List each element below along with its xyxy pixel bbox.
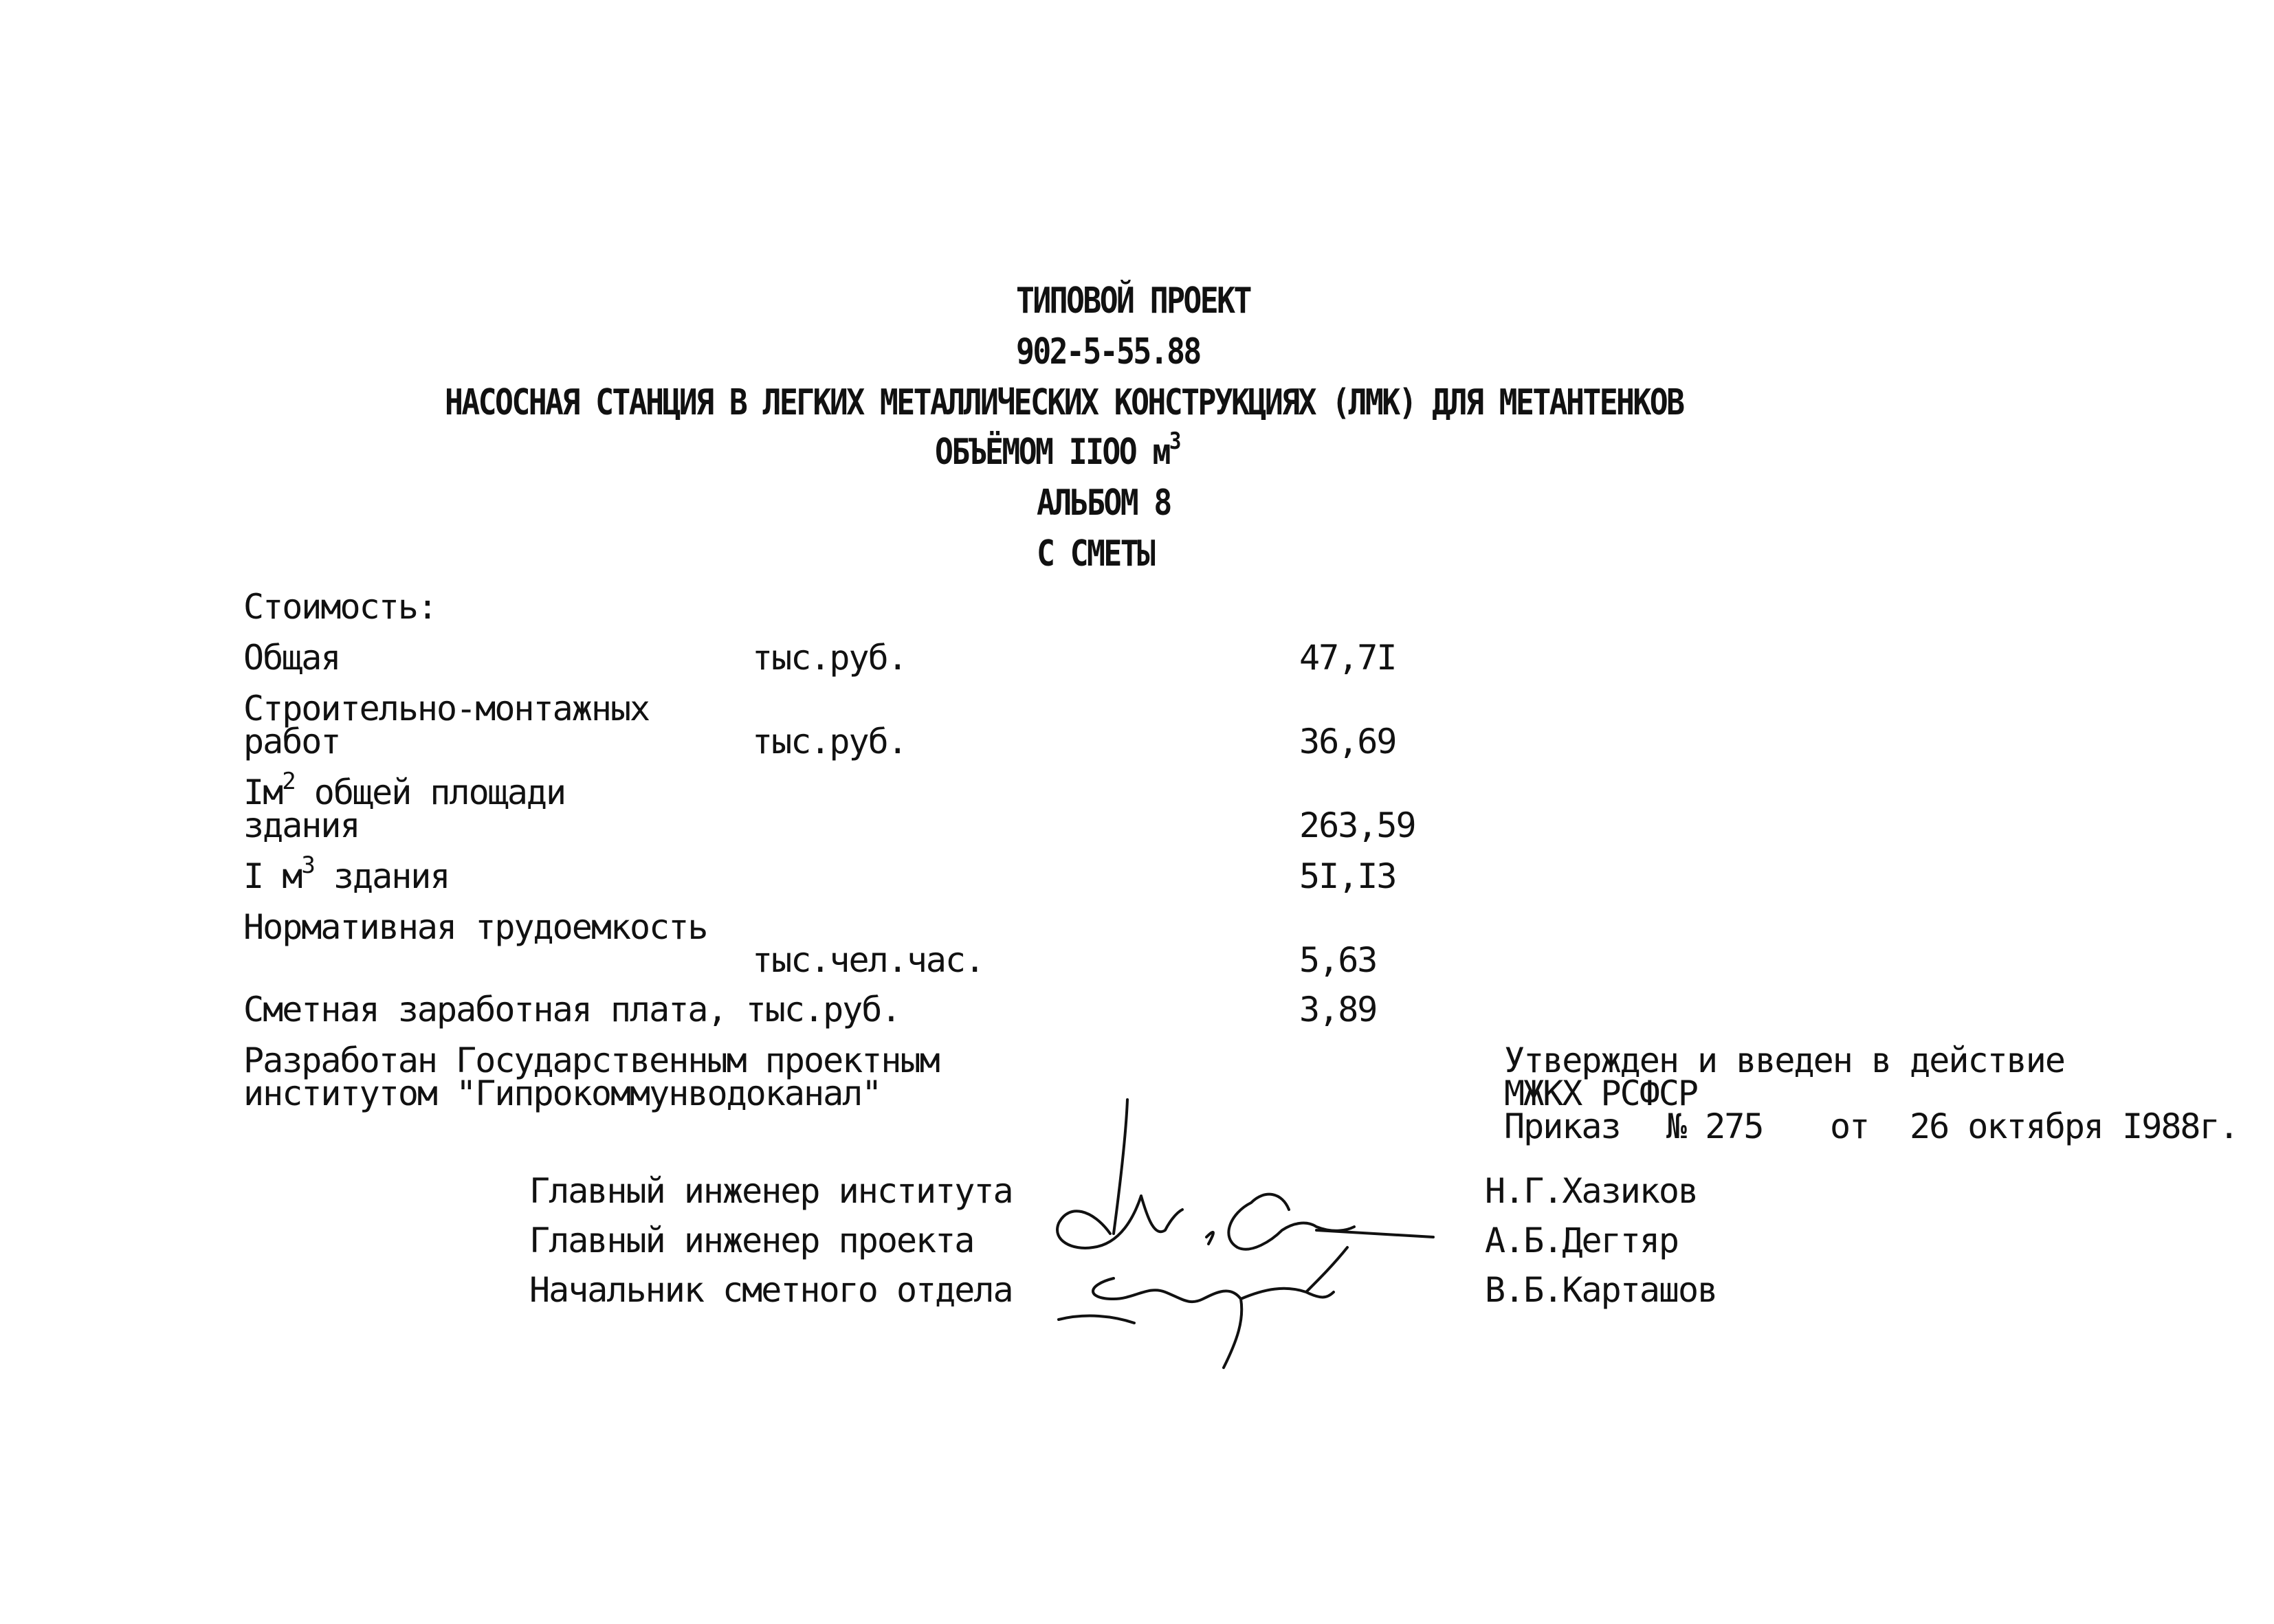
cost-construction-label-2: работ	[243, 722, 340, 761]
signature-2-stroke	[1206, 1194, 1433, 1249]
cost-total-label: Общая	[243, 638, 340, 678]
cost-per-m2-label-2: здания	[243, 805, 360, 845]
cost-total-unit: тыс.руб.	[752, 638, 907, 678]
cost-heading: Стоимость:	[243, 587, 437, 627]
signature-role-3: Начальник сметного отдела	[529, 1270, 1013, 1310]
signature-role-1: Главный инженер института	[529, 1171, 1013, 1211]
developer-line-2: институтом "Гипрокоммунводоканал"	[243, 1074, 881, 1113]
approval-line-1: Утвержден и введен в действие	[1504, 1041, 2064, 1080]
handwritten-signatures	[1045, 1093, 1430, 1381]
labor-value: 5,63	[1299, 940, 1377, 980]
cost-per-m3-value: 5I,I3	[1299, 856, 1396, 896]
approval-order-label: Приказ	[1504, 1106, 1620, 1146]
wages-value: 3,89	[1299, 990, 1377, 1030]
cost-construction-unit: тыс.руб.	[752, 722, 907, 761]
labor-unit: тыс.чел.час.	[752, 940, 984, 980]
doc-type-heading: ТИПОВОЙ ПРОЕКТ	[1016, 280, 1250, 322]
signature-3-stroke	[1059, 1247, 1347, 1368]
signature-name-2: А.Б.Дегтяр	[1485, 1221, 1679, 1260]
developer-line-1: Разработан Государственным проектным	[243, 1041, 939, 1080]
approval-order-date: 26 октября I988г.	[1910, 1106, 2238, 1146]
project-volume: ОБЪЁМОМ IIOO $м^3$	[935, 427, 1180, 473]
signature-name-3: В.Б.Карташов	[1485, 1270, 1717, 1310]
cost-per-m2-label-1: $Iм^2$ общей площади	[243, 768, 566, 812]
cost-construction-label-1: Строительно-монтажных	[243, 689, 650, 728]
cost-construction-value: 36,69	[1299, 722, 1396, 761]
approval-order-date-prefix: от	[1830, 1106, 1869, 1146]
cost-per-m2-value: 263,59	[1299, 805, 1415, 845]
project-title: НАСОСНАЯ СТАНЦИЯ В ЛЕГКИХ МЕТАЛЛИЧЕСКИХ КОНСТРУКЦИЯХ (ЛМК) ДЛЯ МЕТАНТЕНКОВ	[445, 382, 1684, 423]
labor-label: Нормативная трудоемкость	[243, 907, 707, 947]
cost-per-m3-label: I $м^3$ здания	[243, 852, 450, 896]
project-number: 902-5-55.88	[1016, 331, 1200, 372]
signature-role-2: Главный инженер проекта	[529, 1221, 974, 1260]
signature-1-stroke	[1057, 1100, 1182, 1248]
signature-name-1: Н.Г.Хазиков	[1485, 1171, 1698, 1211]
cost-total-value: 47,7I	[1299, 638, 1396, 678]
album-number: АЛЬБОМ 8	[1037, 482, 1171, 524]
section-title: С СМЕТЫ	[1037, 533, 1154, 575]
wages-label: Сметная заработная плата, тыс.руб.	[243, 990, 901, 1030]
approval-order-number: № 275	[1666, 1106, 1763, 1146]
approval-line-2: МЖКХ РСФСР	[1504, 1074, 1698, 1113]
